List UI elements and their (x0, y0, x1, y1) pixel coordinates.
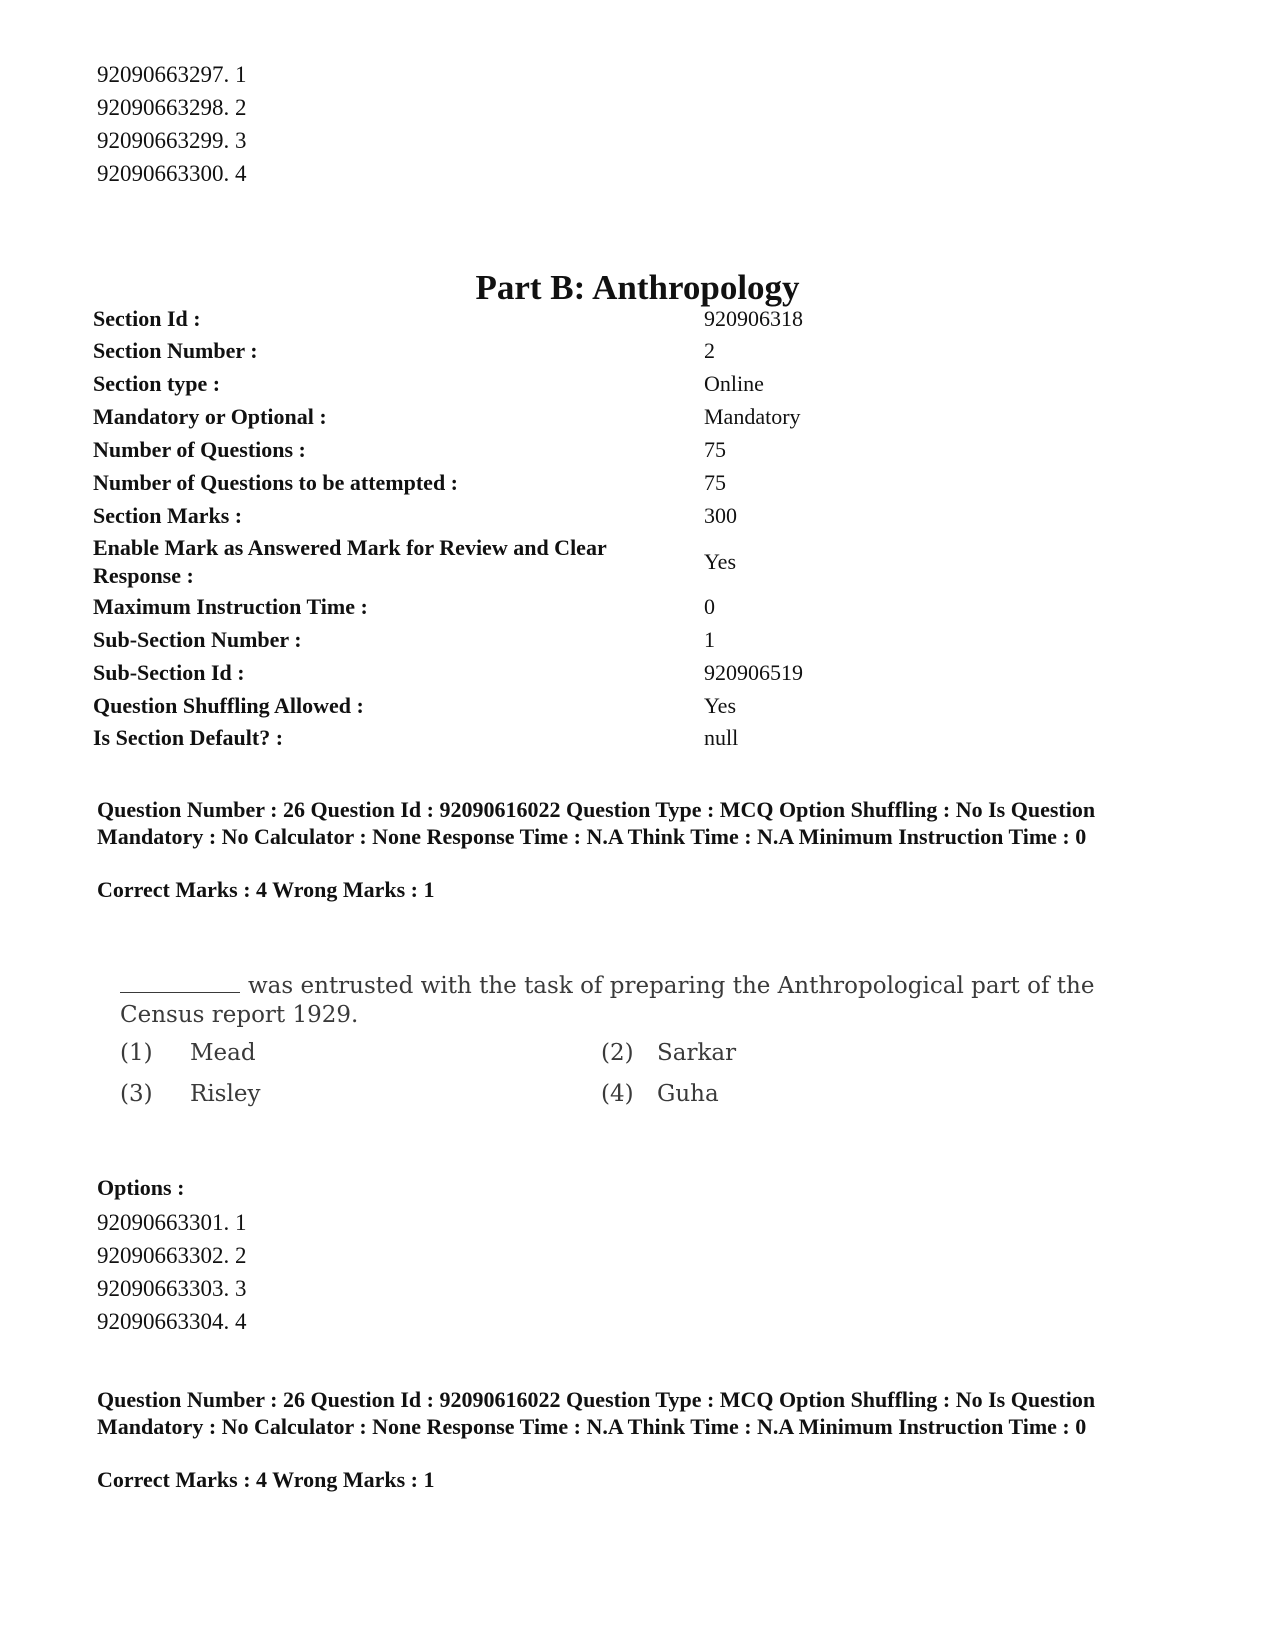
info-value: 1 (704, 627, 715, 652)
option-item: 92090663302. 2 (97, 1243, 247, 1268)
info-key: Section Marks : (93, 503, 243, 528)
blank-line (120, 991, 240, 993)
option-item: 92090663303. 3 (97, 1276, 247, 1301)
question-marks: Correct Marks : 4 Wrong Marks : 1 (97, 877, 435, 902)
choice-number: (3) (120, 1081, 153, 1107)
info-key: Mandatory or Optional : (93, 404, 327, 429)
options-label: Options : (97, 1175, 185, 1200)
info-value: null (704, 725, 739, 750)
option-item: 92090663301. 1 (97, 1210, 247, 1235)
option-item: 92090663300. 4 (97, 161, 247, 186)
choice-label: Guha (657, 1081, 719, 1107)
info-value: Yes (704, 549, 737, 574)
choice-item (601, 1081, 719, 1107)
options-list (97, 1206, 247, 1338)
info-key: Sub-Section Number : (93, 627, 302, 652)
info-value: 920906318 (704, 306, 803, 331)
question-marks: Correct Marks : 4 Wrong Marks : 1 (97, 1467, 435, 1492)
info-value: 75 (704, 470, 726, 495)
info-key: Number of Questions : (93, 437, 306, 462)
info-key: Section Number : (93, 338, 258, 363)
choice-number: (2) (601, 1040, 634, 1066)
option-item: 92090663299. 3 (97, 128, 247, 153)
info-key: Enable Mark as Answered Mark for Review and Clear Response : (93, 535, 607, 588)
choice-number: (4) (601, 1081, 634, 1107)
info-key: Section type : (93, 371, 221, 396)
choice-label: Sarkar (657, 1040, 737, 1066)
question-header: Question Number : 26 Question Id : 92090616022 Question Type : MCQ Option Shuffling : No Is Question Mandatory : No Calculator : None Response Time : N.A Think Time : N.A Minimum Instruction Time : 0 (97, 1387, 1096, 1439)
info-key: Question Shuffling Allowed : (93, 693, 364, 718)
info-value: Yes (704, 693, 737, 718)
choice-label: Mead (190, 1040, 256, 1066)
question-header: Question Number : 26 Question Id : 92090616022 Question Type : MCQ Option Shuffling : No Is Question Mandatory : No Calculator : None Response Time : N.A Think Time : N.A Minimum Instruction Time : 0 (97, 797, 1096, 849)
choice-item (120, 1040, 256, 1066)
info-key: Sub-Section Id : (93, 660, 245, 685)
info-value: 920906519 (704, 660, 803, 685)
option-item: 92090663297. 1 (97, 62, 247, 87)
previous-options-list (97, 58, 247, 190)
question-text (120, 972, 1120, 1030)
choice-number: (1) (120, 1040, 153, 1066)
option-item: 92090663298. 2 (97, 95, 247, 120)
choice-item (601, 1040, 736, 1066)
info-value: Mandatory (704, 404, 801, 429)
info-key: Maximum Instruction Time : (93, 594, 368, 619)
question-body: was entrusted with the task of preparing the Anthropological part of the Census report 1929. (120, 973, 1095, 1028)
info-key: Is Section Default? : (93, 725, 284, 750)
info-value: Online (704, 371, 764, 396)
info-value: 75 (704, 437, 726, 462)
info-value: 2 (704, 338, 715, 363)
option-item: 92090663304. 4 (97, 1309, 247, 1334)
info-key: Number of Questions to be attempted : (93, 470, 459, 495)
part-title: Part B: Anthropology (475, 268, 800, 307)
info-value: 300 (704, 503, 737, 528)
info-value: 0 (704, 594, 715, 619)
choice-label: Risley (190, 1081, 261, 1107)
choice-item (120, 1081, 260, 1107)
info-key: Section Id : (93, 306, 201, 331)
